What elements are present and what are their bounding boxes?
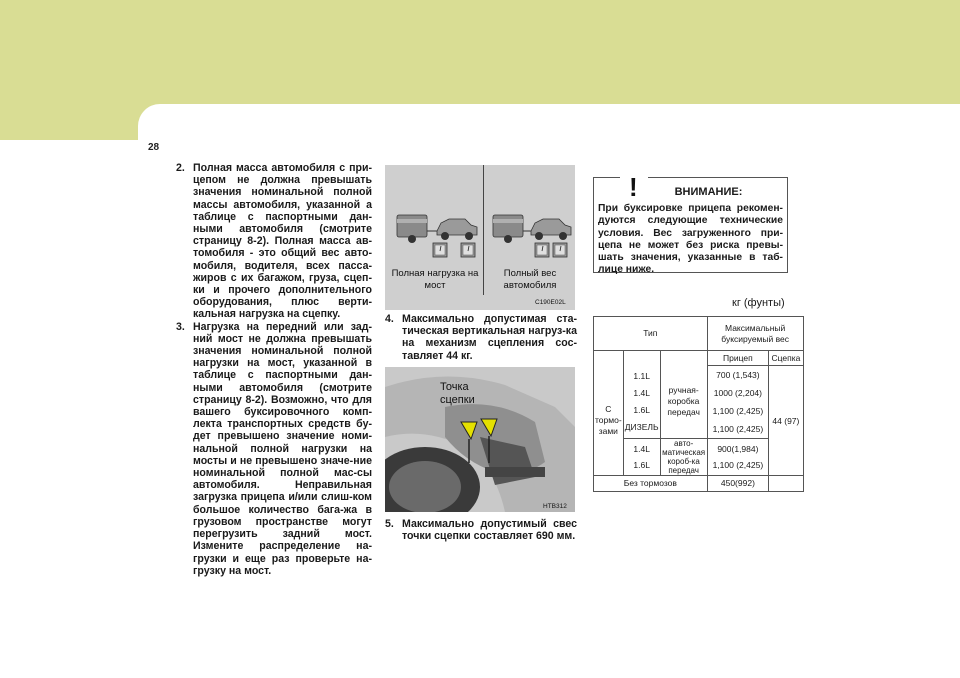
header-coupling: Сцепка [769,351,804,366]
item-number: 2. [176,162,185,174]
warning-title: ВНИМАНИЕ: [674,186,743,198]
item-number: 5. [385,518,394,530]
trailer-value: 1,100 (2,425) [712,424,764,434]
list-item-3 [176,321,372,577]
engine-1-4l: 1.4L [633,387,650,398]
trailer-value: 700 (1,543) [716,370,760,380]
header-max-weight: Максимальный буксируемый вес [707,317,803,351]
trailer-value: 1,100 (2,425) [712,406,764,416]
empty-cell [594,351,624,366]
table-units: кг (фунты) [732,297,785,309]
trailer-value: 1,100 (2,425) [712,460,764,470]
header-trailer: Прицеп [707,351,768,366]
trailer-value: 1000 (2,204) [713,388,762,398]
caption-gross-weight: Полный вес автомобиля [503,268,557,291]
left-illustration [397,215,477,257]
right-illustration [493,215,571,257]
engine-1-1l: 1.1L [633,370,650,381]
page-number: 28 [148,142,160,153]
column-middle-item5 [385,518,577,542]
empty-cell [769,476,804,492]
engine-1-6l: 1.6L [633,460,650,470]
chapter-title: УПРАВЛЕНИЕ АВТОМОБИЛЕМ [167,115,308,125]
engine-1-6l: 1.6L [633,404,650,415]
braked-label: С тормо-зами [594,366,624,476]
chapter-number: 2 [153,110,162,127]
coupling-value: 44 (97) [769,366,804,476]
header-type: Тип [594,317,708,351]
warning-text: При буксировке прицепа рекомен-дуются следующие технические условия. Вес загруженного при-цепа не может без риска превы-шать значения, указанные в таб-лице ниже. [598,203,783,276]
list-item-5 [385,518,577,542]
figure-axle-load [385,165,575,310]
column-middle-item4 [385,313,577,362]
trailer-values-manual [707,366,768,439]
figure-code: HTB312 [543,503,567,510]
trailer-value: 900(1,984) [717,444,759,454]
header-tab [138,104,960,154]
list-item-2 [176,162,372,321]
towing-capacity-table [593,316,804,492]
auto-transmission-label: авто-матическая короб-ка передач [660,439,707,476]
column-left [176,162,372,577]
empty-cell [660,351,707,366]
engine-diesel: ДИЗЕЛЬ [624,421,659,432]
hitch-point-label: Точка сцепки [440,381,475,406]
item-text: Полная масса автомобиля с при-цепом не должна превышать значения номинальной полной массы автомобиля, указанной а таблице с паспортными дан-ными автомобиля (смотрите страницу 8-2). Полная масса ав-томобиля - это общий вес авто-мобиля, водителя, всех пасса-жиров с их багажом, груза, сцеп-ки и прочего дополнительного оборудования, плюс верти-кальная нагрузка на сцепку. [193,162,372,321]
engines-manual [623,366,660,439]
unbraked-label: Без тормозов [594,476,708,492]
engine-1-4l: 1.4L [633,444,650,454]
list-item-4 [385,313,577,362]
warning-exclamation-icon [620,172,648,200]
trailer-values-auto [707,439,768,476]
figure-divider [483,165,484,295]
unbraked-value: 450(992) [707,476,768,492]
item-number: 4. [385,313,394,325]
figure-hitch-point [385,367,575,512]
empty-cell [623,351,660,366]
item-text: Максимально допустимый свес точки сцепки составляет 690 мм. [402,518,577,543]
manual-transmission-label: ручная-коробка передач [660,366,707,439]
item-text: Нагрузка на передний или зад-ний мост не должна превышать значения номинальной полной нагрузки на мост, указанной в таблице с паспортными дан-ными автомобиля (смотрите страницу 8-2). Возможно, что для вашего буксировочного комп-лекта транспортных средств бу-дет превышено значение номи-нальной полной нагрузки на мосты и не превышено значе-ние номинальной полной мас-сы автомобиля. Неправильная загрузка прицепа и/или слиш-ком большое количество бага-жа в грузовом пространстве могут перегрузить задний мост. Измените распределение на-грузки и еще раз проверьте на-грузку на мост. [193,320,372,577]
svg-text:!: ! [629,172,638,200]
engines-auto [623,439,660,476]
item-text: Максимально допустимая ста-тическая вертикальная нагруз-ка на механизм сцепления сос-тавляет 44 кг. [402,313,577,362]
caption-axle-load: Полная нагрузка на мост [391,268,479,291]
figure-code: C190E02L [535,299,566,306]
item-number: 3. [176,320,185,333]
